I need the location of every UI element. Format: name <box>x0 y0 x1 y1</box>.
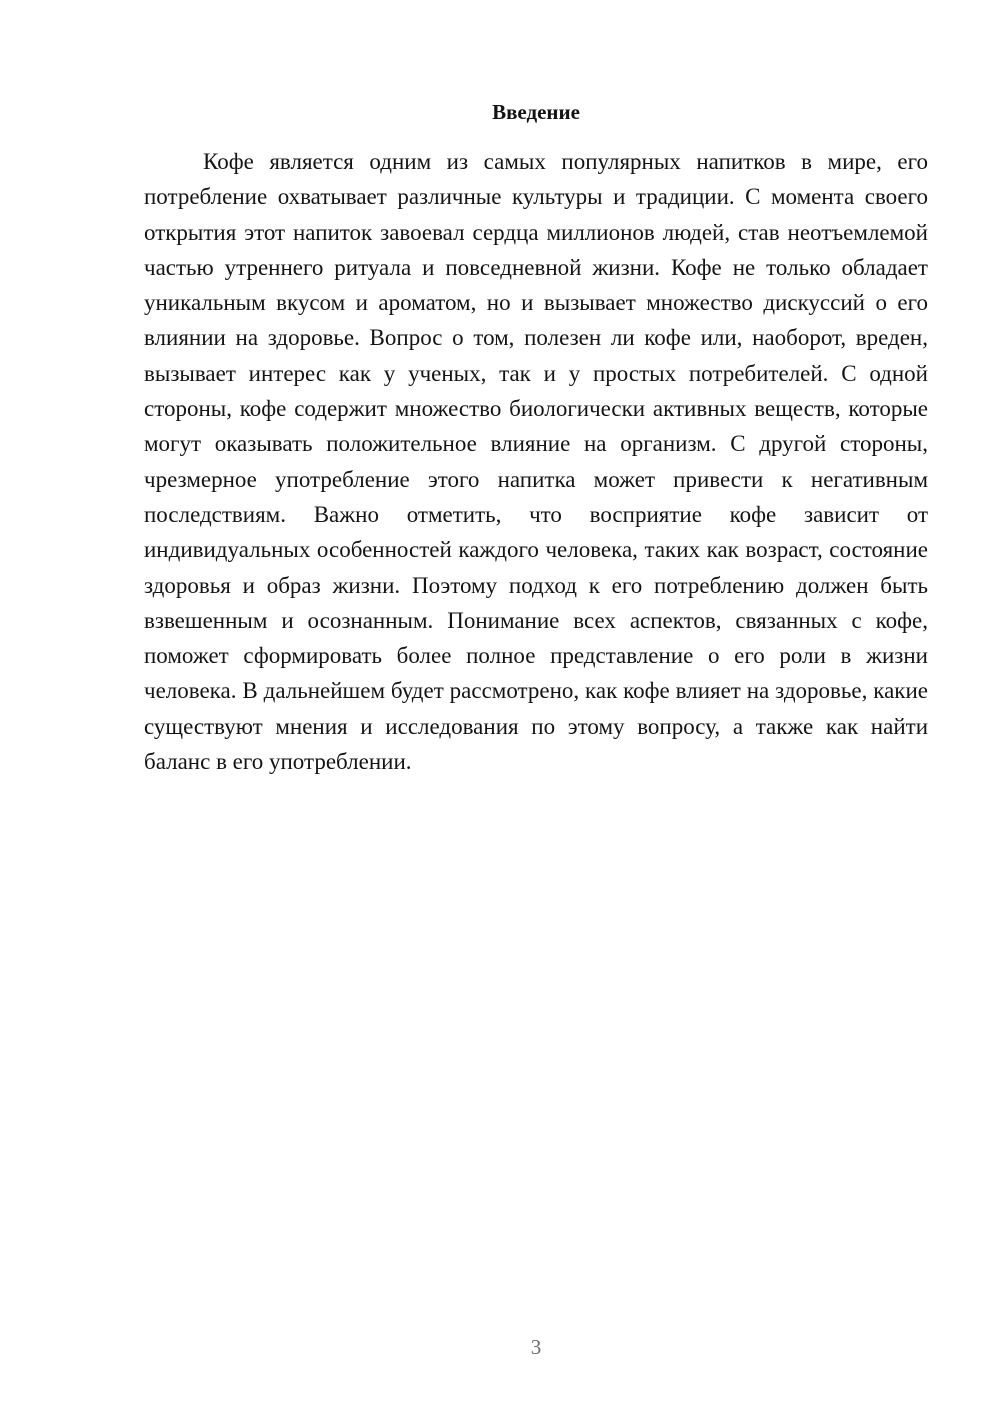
page-number: 3 <box>530 1335 542 1359</box>
body-paragraph: Кофе является одним из самых популярных напитков в мире, его потребление охватывает различные культуры и традиции. С момента своего открытия этот напиток завоевал сердца миллионов людей, став неотъемлемой частью утреннего ритуала и повседневной жизни. Кофе не только обладает уникальным вкусом и ароматом, но и вызывает множество дискуссий о его влиянии на здоровье. Вопрос о том, полезен ли кофе или, наоборот, вреден, вызывает интерес как у ученых, так и у простых потребителей. С одной стороны, кофе содержит множество биологически активных веществ, которые могут оказывать положительное влияние на организм. С другой стороны, чрезмерное употребление этого напитка может привести к негативным последствиям. Важно отметить, что восприятие кофе зависит от индивидуальных особенностей каждого человека, таких как возраст, состояние здоровья и образ жизни. Поэтому подход к его потреблению должен быть взвешенным и осознанным. Понимание всех аспектов, связанных с кофе, поможет сформировать более полное представление о его роли в жизни человека. В дальнейшем будет рассмотрено, как кофе влияет на здоровье, какие существуют мнения и исследования по этому вопросу, а также как найти баланс в его употреблении. <box>144 149 928 775</box>
section-title: Введение <box>492 100 580 124</box>
